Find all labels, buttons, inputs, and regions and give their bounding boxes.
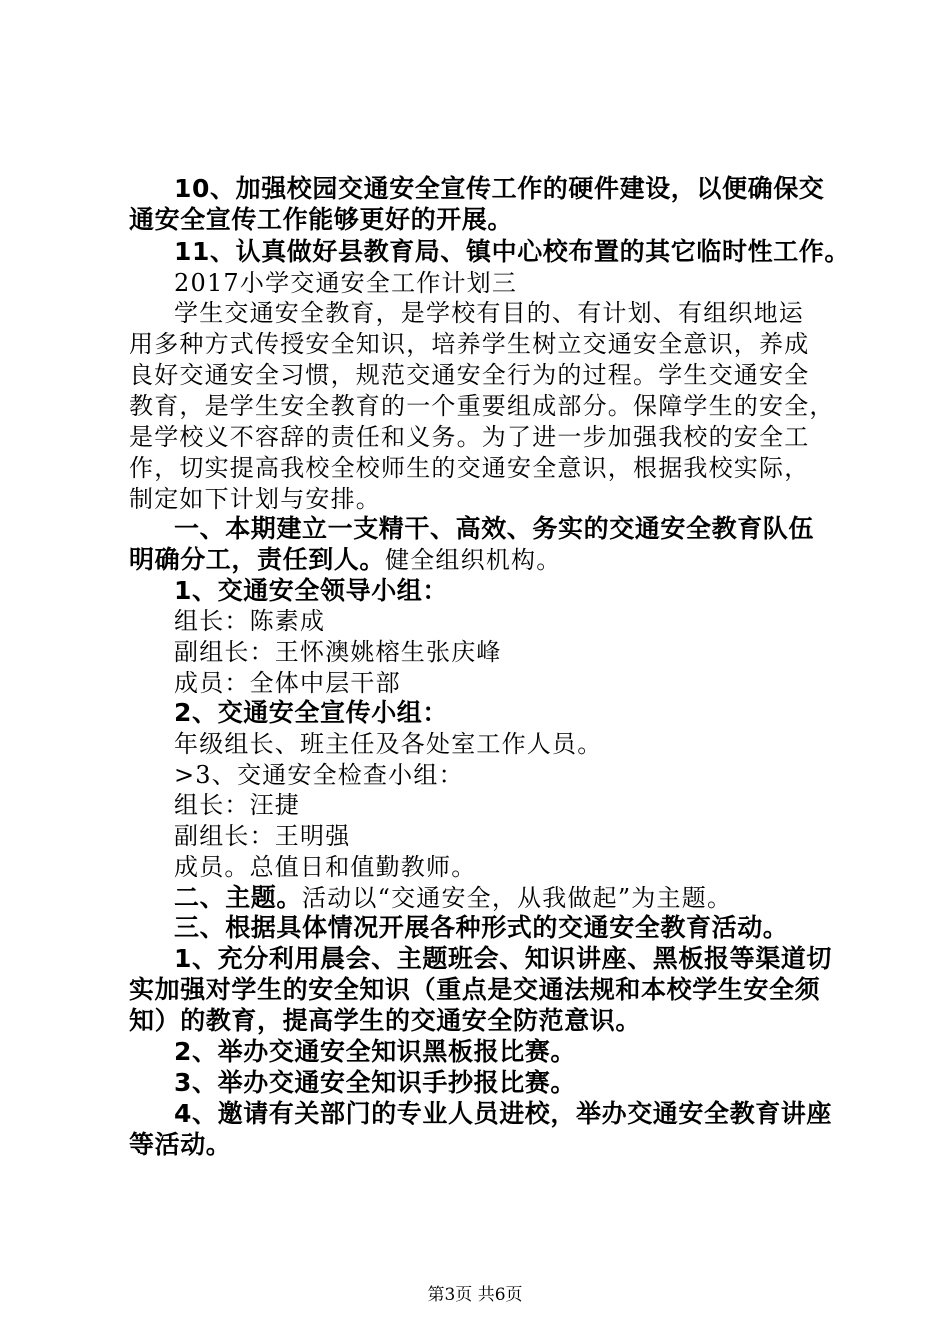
paragraph-line: 10、加强校园交通安全宣传工作的硬件建设，以便确保交 bbox=[174, 174, 825, 203]
subsection-heading: 2、交通安全宣传小组： bbox=[174, 698, 448, 727]
paragraph-line: 教育，是学生安全教育的一个重要组成部分。保障学生的安全， bbox=[129, 392, 835, 420]
paragraph-line: 等活动。 bbox=[129, 1130, 232, 1159]
paragraph-line: 3、举办交通安全知识手抄报比赛。 bbox=[174, 1068, 576, 1097]
paragraph-line: 2、举办交通安全知识黑板报比赛。 bbox=[174, 1037, 576, 1066]
subsection-heading: >3、交通安全检查小组： bbox=[174, 761, 464, 789]
paragraph-line: 通安全宣传工作能够更好的开展。 bbox=[129, 205, 514, 234]
paragraph-line: 副组长：王怀澳姚榕生张庆峰 bbox=[174, 638, 502, 666]
subsection-heading: 1、交通安全领导小组： bbox=[174, 576, 448, 605]
page-number-footer: 第3页 共6页 bbox=[427, 1285, 523, 1305]
paragraph-line: 4、邀请有关部门的专业人员进校，举办交通安全教育讲座 bbox=[174, 1099, 832, 1128]
regular-run: 健全组织机构。 bbox=[385, 546, 562, 574]
paragraph-line: 作，切实提高我校全校师生的交通安全意识，根据我校实际， bbox=[129, 454, 810, 482]
paragraph-line: 组长：陈素成 bbox=[174, 607, 326, 635]
section-heading: 三、根据具体情况开展各种形式的交通安全教育活动。 bbox=[174, 913, 789, 942]
paragraph-line bbox=[129, 545, 561, 575]
section-heading: 一、本期建立一支精干、高效、务实的交通安全教育队伍 bbox=[174, 514, 815, 543]
bold-run: 明确分工，责任到人。 bbox=[129, 545, 386, 574]
paragraph-line: 是学校义不容辞的责任和义务。为了进一步加强我校的安全工 bbox=[129, 423, 810, 451]
paragraph-line: 成员。总值日和值勤教师。 bbox=[174, 853, 477, 881]
paragraph-line: 副组长：王明强 bbox=[174, 822, 351, 850]
section-heading bbox=[174, 883, 732, 913]
paragraph-line: 1、充分利用晨会、主题班会、知识讲座、黑板报等渠道切 bbox=[174, 944, 832, 973]
paragraph-line: 组长：汪捷 bbox=[174, 791, 300, 819]
paragraph-line: 11、认真做好县教育局、镇中心校布置的其它临时性工作。 bbox=[174, 237, 850, 266]
paragraph-line: 知）的教育，提高学生的交通安全防范意识。 bbox=[129, 1006, 642, 1035]
paragraph-line: 用多种方式传授安全知识，培养学生树立交通安全意识，养成 bbox=[129, 330, 810, 358]
paragraph-line: 学生交通安全教育，是学校有目的、有计划、有组织地运 bbox=[174, 299, 804, 327]
paragraph-line: 实加强对学生的安全知识（重点是交通法规和本校学生安全须 bbox=[129, 975, 821, 1004]
paragraph-line: 成员：全体中层干部 bbox=[174, 669, 401, 697]
paragraph-line: 良好交通安全习惯，规范交通安全行为的过程。学生交通安全 bbox=[129, 361, 810, 389]
section-heading: 2017小学交通安全工作计划三 bbox=[174, 269, 518, 297]
paragraph-line: 年级组长、班主任及各处室工作人员。 bbox=[174, 730, 603, 758]
bold-run: 二、主题。 bbox=[174, 883, 303, 912]
paragraph-line: 制定如下计划与安排。 bbox=[129, 485, 381, 513]
regular-run: 活动以“交通安全，从我做起”为主题。 bbox=[302, 884, 733, 912]
